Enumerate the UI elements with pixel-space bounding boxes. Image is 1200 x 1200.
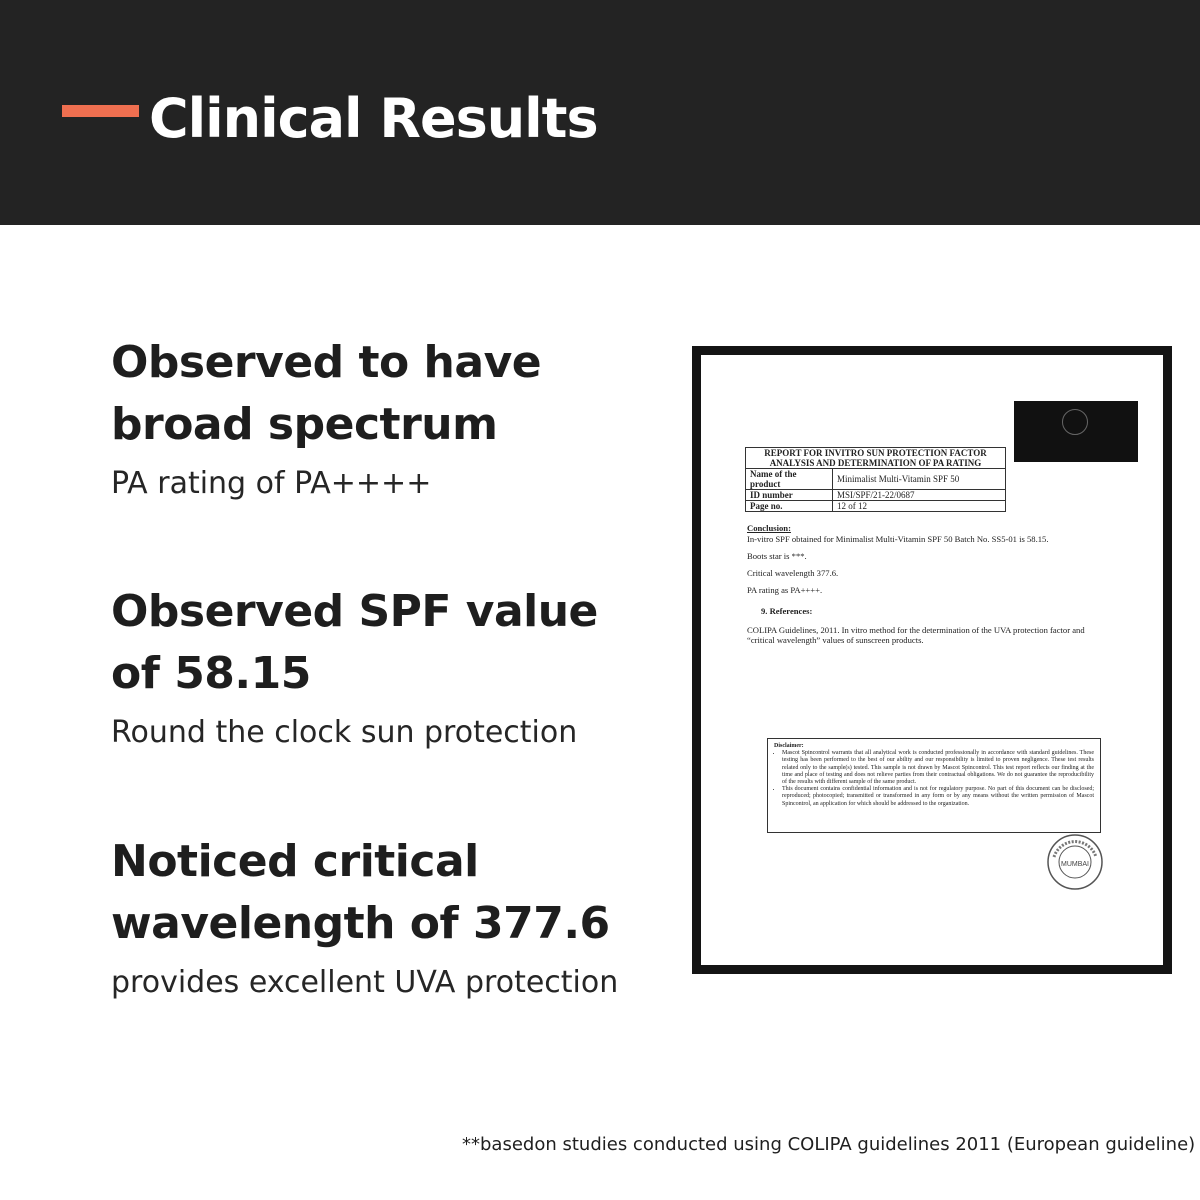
list-item: • Mascot Spincontrol warrants that all analytical work is conducted professionally in accordance with standard guidelines. These testing has been performed to the best of our ability and our responsibility is limited to proven negligence. These test results related only to the sample(s) tested. This sample is not drawn by Mascot Spincontrol. This test report reflects our finding at the time and place of testing and does not relieve parties from their contractual obligations. We do not guarantee the reproducibility of the results with different sample of the same product. — [782, 750, 1094, 786]
accent-bar — [62, 105, 139, 117]
claim-headline — [111, 332, 671, 456]
logo-emblem-icon — [1062, 409, 1088, 435]
list-item: • This document contains confidential information and is not for regulatory purpose. No part of this document can be disclosed; reproduced; photocopied; transmitted or transformed in any form or by any means without the written permission of Mascot Spincontrol, an application for which should be addressed to the organization. — [782, 786, 1094, 808]
claim-headline-line: broad spectrum — [111, 399, 498, 450]
claim-spf-value — [111, 581, 671, 753]
reference-line: “critical wavelength” values of sunscreen products. — [747, 635, 924, 645]
claim-headline-line: Noticed critical — [111, 836, 479, 887]
claim-headline-line: wavelength of 377.6 — [111, 898, 610, 949]
table-row — [746, 469, 1006, 490]
claim-critical-wavelength — [111, 831, 671, 1003]
row-label: Name of the product — [746, 469, 833, 490]
claim-headline-line: Observed SPF value — [111, 586, 598, 637]
conclusion-line: In-vitro SPF obtained for Minimalist Multi-Vitamin SPF 50 Batch No. SS5-01 is 58.15. — [747, 534, 1049, 544]
report-title-line: ANALYSIS AND DETERMINATION OF PA RATING — [769, 458, 982, 468]
claim-subtext: Round the clock sun protection — [111, 715, 578, 750]
claim-headline-line: Observed to have — [111, 337, 542, 388]
row-label: ID number — [746, 490, 833, 501]
report-document — [701, 355, 1163, 965]
claim-headline — [111, 581, 671, 705]
footnote: **basedon studies conducted using COLIPA guidelines 2011 (European guideline) — [462, 1134, 1196, 1155]
company-stamp-icon — [1046, 833, 1104, 891]
header-banner — [0, 0, 1200, 225]
report-title-line: REPORT FOR INVITRO SUN PROTECTION FACTOR — [764, 448, 987, 458]
svg-text:MUMBAI: MUMBAI — [1061, 861, 1089, 868]
report-title — [746, 448, 1006, 469]
critical-wavelength-line: Critical wavelength 377.6. — [747, 568, 839, 578]
report-header-table — [745, 447, 1006, 512]
table-row — [746, 490, 1006, 501]
row-value: Minimalist Multi-Vitamin SPF 50 — [833, 469, 1006, 490]
references-heading: 9. References: — [761, 606, 813, 616]
conclusion-heading: Conclusion: — [747, 523, 791, 533]
claim-headline — [111, 831, 671, 955]
claim-subtext: provides excellent UVA protection — [111, 965, 619, 1000]
table-row — [746, 501, 1006, 512]
lab-logo — [1014, 401, 1138, 462]
page-title: Clinical Results — [149, 87, 598, 150]
disclaimer-heading: Disclaimer: — [774, 743, 804, 749]
claim-broad-spectrum — [111, 332, 671, 504]
row-value: MSI/SPF/21-22/0687 — [833, 490, 1006, 501]
claim-headline-line: of 58.15 — [111, 648, 311, 699]
disclaimer-box — [767, 738, 1101, 833]
reference-line: COLIPA Guidelines, 2011. In vitro method for the determination of the UVA protection factor and — [747, 625, 1085, 635]
boots-star-line: Boots star is ***. — [747, 551, 807, 561]
disclaimer-list — [774, 750, 1094, 808]
row-label: Page no. — [746, 501, 833, 512]
framed-report — [692, 346, 1172, 974]
pa-rating-line: PA rating as PA++++. — [747, 585, 823, 595]
row-value: 12 of 12 — [833, 501, 1006, 512]
claim-subtext: PA rating of PA++++ — [111, 466, 432, 501]
